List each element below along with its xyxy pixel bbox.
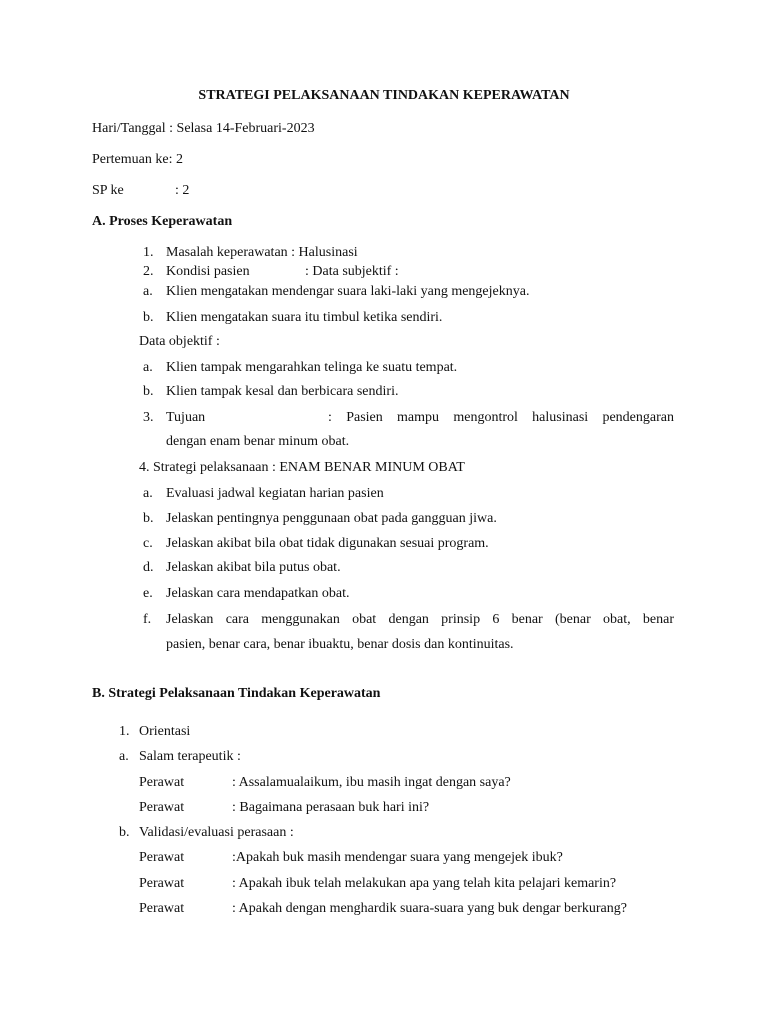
dialogue-line: : Apakah dengan menghardik suara-suara yang buk dengar berkurang? — [232, 901, 627, 916]
list-marker: b. — [143, 310, 154, 325]
list-marker: a. — [143, 360, 153, 375]
list-marker: b. — [143, 511, 154, 526]
list-item: Klien mengatakan suara itu timbul ketika sendiri. — [166, 310, 443, 325]
speaker-label: Perawat — [139, 775, 185, 790]
list-marker: a. — [119, 749, 129, 764]
dialogue-line: : Assalamualaikum, ibu masih ingat dengan saya? — [232, 775, 511, 790]
meeting-line: Pertemuan ke: 2 — [92, 152, 183, 167]
list-item: Jelaskan akibat bila obat tidak digunakan sesuai program. — [166, 536, 489, 551]
list-marker: b. — [143, 384, 154, 399]
list-marker: f. — [143, 612, 152, 627]
list-item: Klien mengatakan mendengar suara laki-laki yang mengejeknya. — [166, 284, 530, 299]
goal-value-continued: dengan enam benar minum obat. — [166, 434, 350, 449]
speaker-label: Perawat — [139, 850, 185, 865]
greeting-label: Salam terapeutik : — [139, 749, 241, 764]
list-marker: a. — [143, 284, 153, 299]
sp-label: SP ke — [92, 183, 124, 198]
list-marker: d. — [143, 560, 154, 575]
list-number: 2. — [143, 264, 154, 279]
list-marker: a. — [143, 486, 153, 501]
list-item: Klien tampak mengarahkan telinga ke suatu tempat. — [166, 360, 458, 375]
section-b-heading: B. Strategi Pelaksanaan Tindakan Keperawatan — [92, 686, 381, 701]
dialogue-line: :Apakah buk masih mendengar suara yang mengejek ibuk? — [232, 850, 563, 865]
list-marker: c. — [143, 536, 153, 551]
list-number: 1. — [119, 724, 130, 739]
strategy-heading: 4. Strategi pelaksanaan : ENAM BENAR MINUM OBAT — [139, 460, 465, 475]
section-a-heading: A. Proses Keperawatan — [92, 214, 233, 229]
list-marker: e. — [143, 586, 153, 601]
goal-label: Tujuan — [166, 410, 206, 425]
list-item: Klien tampak kesal dan berbicara sendiri. — [166, 384, 399, 399]
problem-line: Masalah keperawatan : Halusinasi — [166, 245, 358, 260]
list-marker: b. — [119, 825, 130, 840]
document-title: STRATEGI PELAKSANAAN TINDAKAN KEPERAWATAN — [198, 88, 570, 103]
list-item: Jelaskan akibat bila putus obat. — [166, 560, 341, 575]
speaker-label: Perawat — [139, 876, 185, 891]
goal-value: : Pasien mampu mengontrol halusinasi pendengaran — [328, 410, 674, 425]
speaker-label: Perawat — [139, 800, 185, 815]
dialogue-line: : Bagaimana perasaan buk hari ini? — [232, 800, 430, 815]
validation-label: Validasi/evaluasi perasaan : — [139, 825, 294, 840]
list-number: 1. — [143, 245, 154, 260]
list-item: Evaluasi jadwal kegiatan harian pasien — [166, 486, 384, 501]
date-line: Hari/Tanggal : Selasa 14-Februari-2023 — [92, 121, 315, 136]
list-item: Jelaskan cara menggunakan obat dengan prinsip 6 benar (benar obat, benar — [166, 612, 674, 627]
condition-value: : Data subjektif : — [305, 264, 399, 279]
speaker-label: Perawat — [139, 901, 185, 916]
list-item: Jelaskan cara mendapatkan obat. — [166, 586, 350, 601]
sp-value: : 2 — [175, 183, 190, 198]
list-item-continued: pasien, benar cara, benar ibuaktu, benar dosis dan kontinuitas. — [166, 637, 514, 652]
list-number: 3. — [143, 410, 154, 425]
dialogue-line: : Apakah ibuk telah melakukan apa yang telah kita pelajari kemarin? — [232, 876, 617, 891]
objective-label: Data objektif : — [139, 334, 220, 349]
orientation-label: Orientasi — [139, 724, 191, 739]
list-item: Jelaskan pentingnya penggunaan obat pada gangguan jiwa. — [166, 511, 497, 526]
condition-label: Kondisi pasien — [166, 264, 250, 279]
